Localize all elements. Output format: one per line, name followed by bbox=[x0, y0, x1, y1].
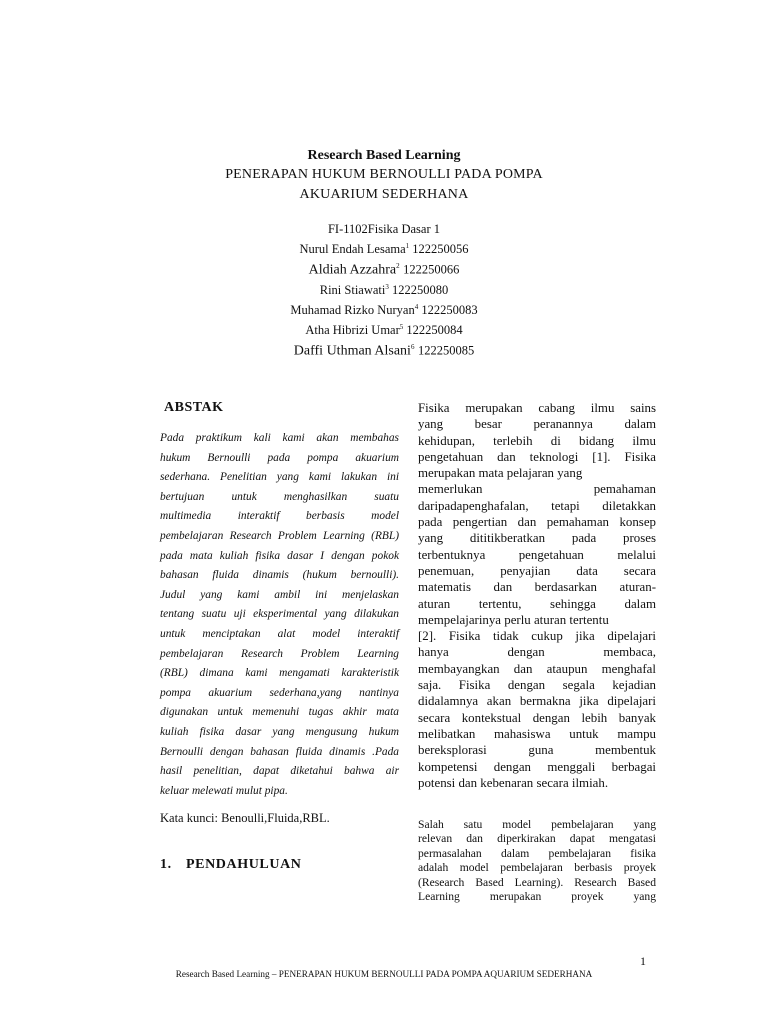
paragraph-line: aturan tertentu, sehingga dalam bbox=[418, 596, 656, 611]
abstract-line: pompa akuarium sederhana,yang nantinya bbox=[160, 686, 399, 699]
abstract-line: pembelajaran Research Problem Learning bbox=[160, 647, 399, 660]
abstract-line: kuliah fisika dasar yang mengusung hukum bbox=[160, 725, 399, 738]
paragraph-line: penemuan, penyajian data secara bbox=[418, 563, 656, 578]
paragraph-line: memerlukan pemahaman bbox=[418, 482, 656, 497]
paragraph-line: merupakan mata pelajaran yang bbox=[418, 466, 583, 481]
paragraph-line: membayangkan dan ataupun menghafal bbox=[418, 661, 656, 676]
abstract-line: bertujuan untuk menghasilkan suatu bbox=[160, 490, 399, 503]
paragraph-line: mempelajarinya perlu aturan tertentu bbox=[418, 612, 609, 627]
paragraph-line: hanya dengan membaca, bbox=[418, 645, 656, 660]
author-line: Muhamad Rizko Nuryan$^4$ 122250083 bbox=[290, 302, 478, 318]
abstract-line: pembelajaran Research Problem Learning (RBL) bbox=[160, 529, 399, 542]
paragraph-line: Learning merupakan proyek yang bbox=[418, 890, 656, 904]
abstract-line: Pada praktikum kali kami akan membahas bbox=[160, 432, 399, 444]
section-title: PENDAHULUAN bbox=[186, 857, 302, 872]
abstract-line: hasil penelitian, dapat diketahui bahwa air bbox=[160, 765, 399, 778]
paragraph-line: pengetahuan dan teknologi [1]. Fisika bbox=[418, 449, 656, 464]
paragraph-line: relevan dan diperkirakan dapat mengatasi bbox=[418, 832, 656, 846]
paragraph-line: bereksplorasi guna membentuk bbox=[418, 743, 656, 758]
author-line: Daffi Uthman Alsani$^6$ 122250085 bbox=[293, 343, 475, 359]
section-heading bbox=[160, 857, 302, 873]
paragraph-line: pada pengertian dan pemahaman konsep bbox=[418, 515, 656, 530]
author-block bbox=[0, 221, 768, 360]
paragraph-line: [2]. Fisika tidak cukup jika dipelajari bbox=[418, 629, 656, 644]
abstract-line: keluar melewati mulut pipa. bbox=[160, 784, 288, 797]
page-number: 1 bbox=[640, 954, 646, 968]
paragraph-line: didalamnya akan bermakna jika dipelajari bbox=[418, 694, 656, 709]
paragraph-line: daripadapenghafalan, tetapi diletakkan bbox=[418, 498, 656, 513]
abstract-line: sederhana. Penelitian yang kami lakukan ini bbox=[160, 471, 399, 484]
abstract-line: bahasan fluida dinamis (hukum bernoulli). bbox=[160, 569, 399, 582]
abstract-line: (RBL) dimana kami mengamati karakteristik bbox=[160, 667, 399, 680]
document-subtitle-line-2: AKUARIUM SEDERHANA bbox=[299, 187, 469, 202]
paragraph-line: matematis dan berdasarkan aturan- bbox=[418, 580, 656, 595]
abstract-body bbox=[160, 429, 399, 801]
paragraph-line: yang besar peranannya dalam bbox=[418, 417, 656, 432]
paragraph-line: Salah satu model pembelajaran yang bbox=[418, 818, 656, 831]
running-footer: Research Based Learning – PENERAPAN HUKUM BERNOULLI PADA POMPA AQUARIUM SEDERHANA bbox=[175, 969, 593, 979]
abstract-line: hukum Bernoulli pada pompa akuarium bbox=[160, 451, 399, 464]
intro-paragraph-2 bbox=[418, 818, 656, 904]
abstract-line: Judul yang kami ambil ini menjelaskan bbox=[160, 588, 399, 601]
paragraph-line: (Research Based Learning). Research Based bbox=[418, 875, 656, 889]
course-code: FI-1102Fisika Dasar 1 bbox=[327, 222, 441, 236]
paragraph-line: Fisika merupakan cabang ilmu sains bbox=[418, 401, 656, 415]
paragraph-line: terbentuknya pengetahuan melalui bbox=[418, 547, 656, 562]
abstract-heading: ABSTAK bbox=[164, 400, 224, 415]
author-line: Atha Hibrizi Umar$^5$ 122250084 bbox=[305, 323, 463, 338]
paragraph-line: adalah model pembelajaran berbasis proyek bbox=[418, 861, 656, 875]
author-line: Nurul Endah Lesama$^1$ 122250056 bbox=[299, 242, 469, 257]
author-line: Rini Stiawati$^3$ 122250080 bbox=[319, 282, 449, 297]
abstract-line: untuk menciptakan alat model interaktif bbox=[160, 627, 399, 640]
author-line: Aldiah Azzahra$^2$ 122250066 bbox=[308, 262, 460, 278]
paragraph-line: melibatkan mahasiswa untuk mampu bbox=[418, 726, 656, 741]
paragraph-line: yang dititikberatkan pada proses bbox=[418, 531, 656, 546]
abstract-line: tentang suatu uji eksperimental yang dilakukan bbox=[160, 608, 399, 621]
paragraph-line: kompetensi dengan menggali berbagai bbox=[418, 759, 656, 774]
abstract-line: Bernoulli dengan bahasan fluida dinamis .Pada bbox=[160, 745, 399, 758]
keywords: Kata kunci: Benoulli,Fluida,RBL. bbox=[160, 811, 330, 825]
document-title: Research Based Learning bbox=[307, 148, 461, 163]
abstract-line: pada mata kuliah fisika dasar I dengan pokok bbox=[160, 549, 399, 562]
paragraph-line: potensi dan kebenaran secara ilmiah. bbox=[418, 775, 609, 790]
document-subtitle-line-1: PENERAPAN HUKUM BERNOULLI PADA POMPA bbox=[225, 167, 543, 182]
paragraph-line: saja. Fisika dengan segala kejadian bbox=[418, 678, 656, 693]
paragraph-line: secara kontekstual dengan lebih banyak bbox=[418, 710, 656, 725]
abstract-line: multimedia interaktif berbasis model bbox=[160, 510, 399, 523]
section-number: 1. bbox=[160, 857, 172, 872]
paragraph-line: permasalahan dalam pembelajaran fisika bbox=[418, 846, 656, 860]
abstract-line: digunakan untuk memenuhi tugas akhir mata bbox=[160, 706, 399, 719]
paragraph-line: kehidupan, terlebih di bidang ilmu bbox=[418, 433, 656, 448]
intro-paragraph-1 bbox=[418, 400, 656, 791]
